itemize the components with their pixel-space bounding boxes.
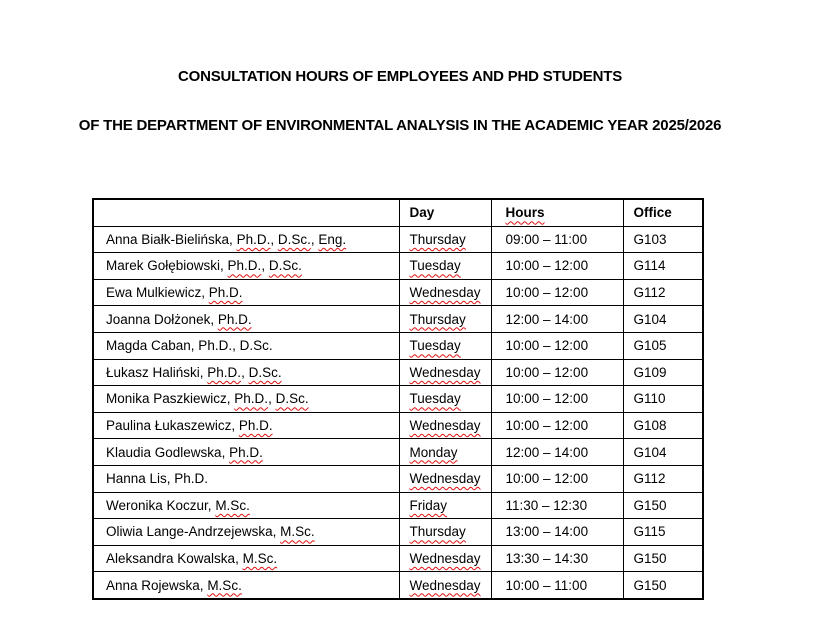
- misspelled-text: Ph.D.: [207, 364, 242, 380]
- hours-cell: 10:00 – 12:00: [491, 332, 623, 359]
- misspelled-text: Thursday: [409, 524, 466, 540]
- office-cell: G112: [623, 465, 703, 492]
- employee-name-cell: [93, 412, 399, 439]
- table-row: [93, 545, 703, 572]
- table-row: [93, 279, 703, 306]
- hours-cell: 13:00 – 14:00: [491, 519, 623, 546]
- employee-name-cell: [93, 545, 399, 572]
- misspelled-text: Wednesday: [409, 418, 481, 434]
- employee-name-cell: [93, 332, 399, 359]
- misspelled-text: M.Sc.: [242, 551, 278, 567]
- hours-cell: 09:00 – 11:00: [491, 226, 623, 253]
- day-cell: [399, 465, 491, 492]
- misspelled-text: Eng.: [318, 231, 347, 247]
- office-cell: G114: [623, 253, 703, 280]
- employee-name-cell: [93, 519, 399, 546]
- table-row: [93, 519, 703, 546]
- office-cell: G108: [623, 412, 703, 439]
- table-row: [93, 492, 703, 519]
- name-text: Joanna Dołżonek,: [106, 311, 218, 327]
- column-header-day: [399, 199, 491, 226]
- name-text: ,: [268, 391, 276, 407]
- name-text: Anna Białk-Bielińska,: [106, 231, 237, 247]
- name-text: Anna Rojewska,: [106, 577, 208, 593]
- employee-name-cell: [93, 492, 399, 519]
- office-cell: G104: [623, 306, 703, 333]
- hours-cell: 10:00 – 12:00: [491, 412, 623, 439]
- misspelled-text: Ph.D.: [234, 391, 269, 407]
- office-cell: G112: [623, 279, 703, 306]
- misspelled-text: D.Sc.: [248, 364, 282, 380]
- misspelled-text: Ph.D.: [236, 231, 271, 247]
- name-text: ,: [310, 231, 319, 247]
- table-row: [93, 412, 703, 439]
- name-text: Weronika Koczur,: [106, 497, 216, 513]
- misspelled-text: M.Sc.: [280, 524, 315, 540]
- hours-cell: 10:00 – 11:00: [491, 572, 623, 599]
- misspelled-text: Monday: [409, 444, 458, 460]
- table-row: [93, 386, 703, 413]
- employee-name-cell: [93, 306, 399, 333]
- misspelled-text: D.Sc.: [275, 391, 309, 407]
- table-row: [93, 332, 703, 359]
- misspelled-text: Ph.D.: [208, 285, 243, 301]
- misspelled-text: D.Sc.: [268, 258, 302, 274]
- hours-cell: 13:30 – 14:30: [491, 545, 623, 572]
- day-cell: [399, 332, 491, 359]
- table-row: [93, 465, 703, 492]
- employee-name-cell: [93, 572, 399, 599]
- day-cell: [399, 492, 491, 519]
- name-text: Magda Caban, Ph.D., D.Sc.: [106, 338, 273, 354]
- name-text: ,: [241, 364, 249, 380]
- misspelled-text: Ph.D.: [217, 311, 252, 327]
- name-text: Aleksandra Kowalska,: [106, 551, 243, 567]
- misspelled-text: Thursday: [409, 231, 466, 247]
- hours-cell: 12:00 – 14:00: [491, 439, 623, 466]
- day-cell: [399, 359, 491, 386]
- name-text: Monika Paszkiewicz,: [106, 391, 235, 407]
- document-title-line-2: OF THE DEPARTMENT OF ENVIRONMENTAL ANALYSIS IN THE ACADEMIC YEAR 2025/2026: [78, 117, 722, 134]
- employee-name-cell: [93, 465, 399, 492]
- office-cell: G109: [623, 359, 703, 386]
- table-row: [93, 439, 703, 466]
- name-text: Łukasz Haliński,: [106, 364, 208, 380]
- day-cell: [399, 572, 491, 599]
- day-cell: [399, 306, 491, 333]
- misspelled-text: M.Sc.: [215, 497, 250, 513]
- misspelled-text: Wednesday: [409, 471, 481, 487]
- hours-cell: 12:00 – 14:00: [491, 306, 623, 333]
- hours-cell: 10:00 – 12:00: [491, 465, 623, 492]
- day-cell: [399, 386, 491, 413]
- employee-name-cell: [93, 439, 399, 466]
- column-header-hours: [491, 199, 623, 226]
- employee-name-cell: [93, 253, 399, 280]
- office-cell: G105: [623, 332, 703, 359]
- hours-cell: 11:30 – 12:30: [491, 492, 623, 519]
- column-header-label: Office: [633, 205, 672, 221]
- office-cell: G115: [623, 519, 703, 546]
- office-cell: G150: [623, 492, 703, 519]
- misspelled-text: Wednesday: [409, 551, 481, 567]
- employee-name-cell: [93, 279, 399, 306]
- day-cell: [399, 519, 491, 546]
- name-text: ,: [261, 258, 269, 274]
- day-cell: [399, 253, 491, 280]
- table-row: [93, 253, 703, 280]
- misspelled-text: D.Sc.: [277, 231, 311, 247]
- misspelled-text: Friday: [409, 497, 448, 513]
- misspelled-text: Ph.D.: [229, 444, 263, 460]
- name-text: Marek Gołębiowski,: [106, 258, 228, 274]
- name-text: Klaudia Godlewska,: [106, 444, 230, 460]
- table-header-row: [93, 199, 703, 226]
- misspelled-text: M.Sc.: [207, 577, 242, 593]
- employee-name-cell: [93, 386, 399, 413]
- name-text: Oliwia Lange-Andrzejewska,: [106, 524, 281, 540]
- day-cell: [399, 279, 491, 306]
- misspelled-text: Wednesday: [409, 285, 481, 301]
- column-header-label: Day: [409, 205, 435, 221]
- office-cell: G110: [623, 386, 703, 413]
- day-cell: [399, 439, 491, 466]
- office-cell: G103: [623, 226, 703, 253]
- misspelled-text: Tuesday: [409, 258, 461, 274]
- name-text: ,: [270, 231, 278, 247]
- office-cell: G104: [623, 439, 703, 466]
- table-row: [93, 572, 703, 599]
- misspelled-text: Tuesday: [409, 391, 461, 407]
- table-row: [93, 306, 703, 333]
- misspelled-text: Tuesday: [409, 338, 461, 354]
- misspelled-text: Ph.D.: [238, 418, 273, 434]
- column-header-label: Hours: [505, 205, 545, 221]
- office-cell: G150: [623, 572, 703, 599]
- column-header-office: [623, 199, 703, 226]
- hours-cell: 10:00 – 12:00: [491, 359, 623, 386]
- consultation-hours-table: [92, 198, 704, 600]
- day-cell: [399, 412, 491, 439]
- name-text: Paulina Łukaszewicz,: [106, 418, 239, 434]
- misspelled-text: Thursday: [409, 311, 466, 327]
- document-title-line-1: CONSULTATION HOURS OF EMPLOYEES AND PHD STUDENTS: [177, 68, 623, 85]
- misspelled-text: Ph.D.: [227, 258, 262, 274]
- office-cell: G150: [623, 545, 703, 572]
- employee-name-cell: [93, 359, 399, 386]
- hours-cell: 10:00 – 12:00: [491, 279, 623, 306]
- day-cell: [399, 545, 491, 572]
- day-cell: [399, 226, 491, 253]
- table-row: [93, 359, 703, 386]
- name-text: Hanna Lis, Ph.D.: [106, 471, 209, 487]
- employee-name-cell: [93, 226, 399, 253]
- misspelled-text: Wednesday: [409, 364, 481, 380]
- name-text: Ewa Mulkiewicz,: [106, 285, 209, 301]
- hours-cell: 10:00 – 12:00: [491, 253, 623, 280]
- column-header-name: [93, 199, 399, 226]
- misspelled-text: Wednesday: [409, 577, 481, 593]
- hours-cell: 10:00 – 12:00: [491, 386, 623, 413]
- table-row: [93, 226, 703, 253]
